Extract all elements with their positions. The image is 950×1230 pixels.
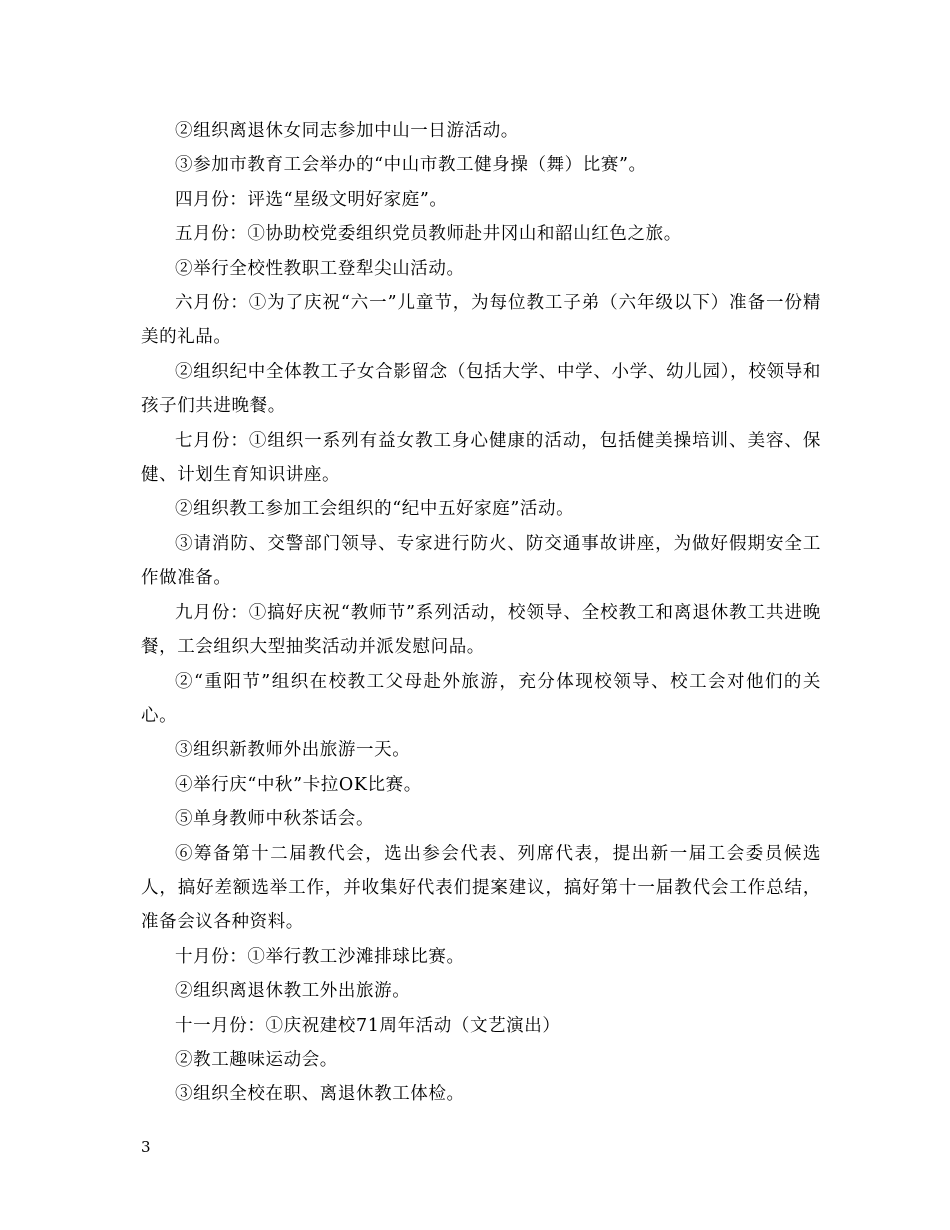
paragraph: 十月份：①举行教工沙滩排球比赛。: [175, 946, 465, 967]
paragraph: 九月份：①搞好庆祝“教师节”系列活动，校领导、全校教工和离退休教工共进晚餐，工会组织大型抽奖活动并派发慰问品。: [141, 602, 821, 658]
page-number: 3: [141, 1138, 151, 1156]
paragraph: ③组织新教师外出旅游一天。: [175, 740, 411, 761]
paragraph: 十一月份：①庆祝建校71周年活动（文艺演出）: [175, 1015, 561, 1036]
paragraph: ②“重阳节”组织在校教工父母赴外旅游，充分体现校领导、校工会对他们的关心。: [141, 671, 821, 726]
paragraph: 五月份：①协助校党委组织党员教师赴井冈山和韶山红色之旅。: [175, 224, 682, 245]
document-body: [141, 114, 821, 1112]
paragraph: ⑥筹备第十二届教代会，选出参会代表、列席代表，提出新一届工会委员候选人，搞好差额选举工作，并收集好代表们提案建议，搞好第十一届教代会工作总结，准备会议各种资料。: [141, 843, 821, 933]
paragraph: ⑤单身教师中秋茶话会。: [175, 809, 375, 830]
paragraph: 六月份：①为了庆祝“六一”儿童节，为每位教工子弟（六年级以下）准备一份精美的礼品。: [141, 293, 821, 348]
paragraph: ②组织离退休教工外出旅游。: [175, 981, 411, 1002]
paragraph: ③组织全校在职、离退休教工体检。: [175, 1084, 465, 1105]
paragraph: ②组织离退休女同志参加中山一日游活动。: [175, 121, 519, 141]
paragraph: ②举行全校性教职工登犁尖山活动。: [175, 258, 465, 279]
paragraph: 四月份：评选“星级文明好家庭”。: [175, 189, 448, 210]
paragraph: ②组织教工参加工会组织的“纪中五好家庭”活动。: [175, 499, 575, 520]
paragraph: ③参加市教育工会举办的“中山市教工健身操（舞）比赛”。: [175, 155, 647, 176]
paragraph: ③请消防、交警部门领导、专家进行防火、防交通事故讲座，为做好假期安全工作做准备。: [141, 533, 821, 589]
paragraph: ④举行庆“中秋”卡拉OK比赛。: [175, 774, 422, 795]
paragraph: 七月份：①组织一系列有益女教工身心健康的活动，包括健美操培训、美容、保健、计划生育知识讲座。: [141, 430, 821, 486]
paragraph: ②教工趣味运动会。: [175, 1049, 338, 1070]
paragraph: ②组织纪中全体教工子女合影留念（包括大学、中学、小学、幼儿园），校领导和孩子们共进晚餐。: [141, 361, 821, 417]
